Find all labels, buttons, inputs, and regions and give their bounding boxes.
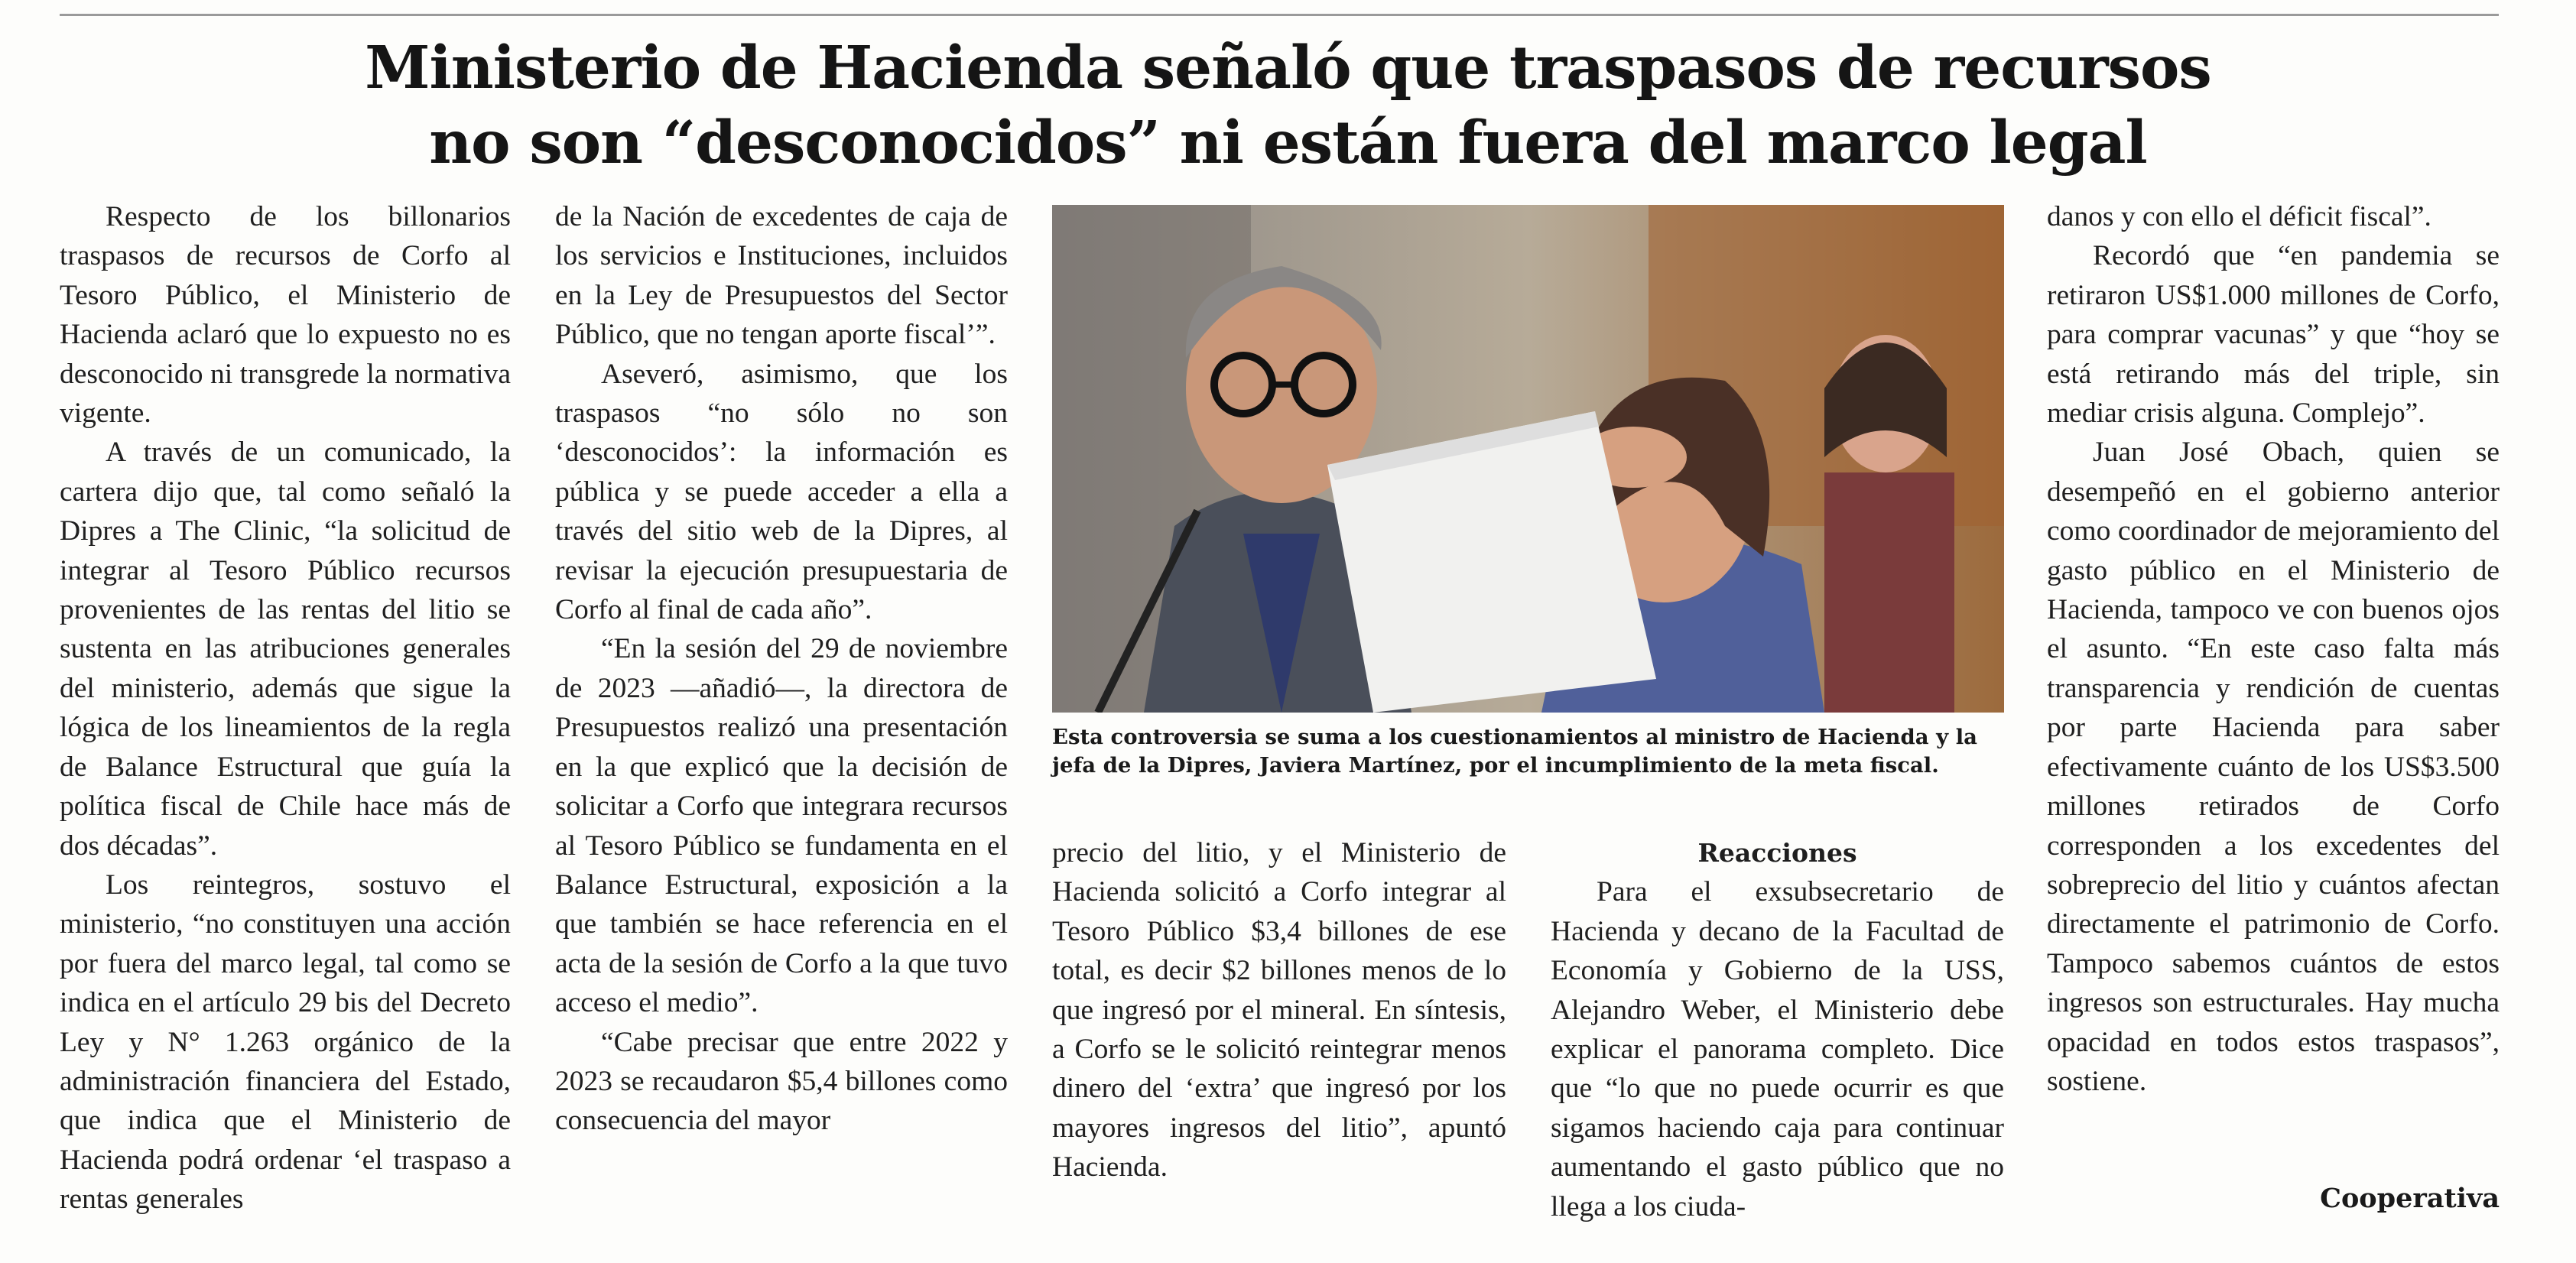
photo-illustration <box>1052 205 2004 713</box>
paragraph: Los reintegros, sostuvo el ministerio, “no constituyen una acción por fuera del marco legal, tal como se indica en el artículo 29 bis del Decreto Ley y N° 1.263 orgánico de la administración financiera del Estado, que indica que el Ministerio de Hacienda podrá ordenar ‘el traspaso a rentas generales <box>60 869 511 1216</box>
headline-line-1: Ministerio de Hacienda señaló que traspasos de recursos <box>365 34 2211 102</box>
column-5 <box>2047 197 2500 1101</box>
paragraph: Juan José Obach, quien se desempeñó en el gobierno anterior como coordinador de mejoramiento del gasto público en el Ministerio de Hacienda, tampoco ve con buenos ojos el asunto. “En este caso falta más transparencia y rendición de cuentas por parte Hacienda para saber efectivamente cuánto de los US$3.500 millones retirados de Corfo corresponden a los excedentes del sobreprecio del litio y cuántos afectan directamente el patrimonio de Corfo. Tampoco sabemos cuántos de estos ingresos son estructurales. Hay mucha opacidad en todos estos traspasos”, sostiene. <box>2047 437 2500 1097</box>
headline <box>0 31 2576 180</box>
section-subhead: Reacciones <box>1697 838 1857 868</box>
photo-caption: Esta controversia se suma a los cuestionamientos al ministro de Hacienda y la jefa de la Dipres, Javiera Martínez, por el incumplimiento de la meta fiscal. <box>1052 725 1977 778</box>
top-rule <box>60 14 2499 16</box>
paragraph: precio del litio, y el Ministerio de Hacienda solicitó a Corfo integrar al Tesoro Público $3,4 billones de ese total, es decir $2 billones menos de lo que ingresó por el mineral. En síntesis, a Corfo se le solicitó reintegrar menos dinero del ‘extra’ que ingresó por los mayores ingresos del litio”, apuntó Hacienda. <box>1052 837 1506 1183</box>
paragraph: Recordó que “en pandemia se retiraron US$1.000 millones de Corfo, para comprar vacunas” y que “hoy se está retirando más del triple, sin mediar crisis alguna. Complejo”. <box>2047 240 2500 430</box>
headline-line-2: no son “desconocidos” ni están fuera del marco legal <box>429 109 2147 177</box>
news-photo <box>1052 205 2004 713</box>
paragraph: Para el exsubsecretario de Hacienda y decano de la Facultad de Economía y Gobierno de la USS, Alejandro Weber, el Ministerio debe explicar el panorama completo. Dice que “lo que no puede ocurrir es que sigamos haciendo caja para continuar aumentando el gasto público que no llega a los ciuda- <box>1551 876 2004 1222</box>
paragraph: Respecto de los billonarios traspasos de recursos de Corfo al Tesoro Público, el Ministerio de Hacienda aclaró que lo expuesto no es desconocido ni transgrede la normativa vigente. <box>60 201 511 430</box>
paragraph: “En la sesión del 29 de noviembre de 2023 —añadió—, la directora de Presupuestos realizó una presentación en la que explicó que la decisión de solicitar a Corfo que integrara recursos al Tesoro Público se fundamenta en el Balance Estructural, exposición a la que también se hace referencia en el acta de la sesión de Corfo a la que tuvo acceso el medio”. <box>555 633 1008 1019</box>
column-1 <box>60 197 511 1219</box>
paragraph: A través de un comunicado, la cartera dijo que, tal como señaló la Dipres a The Clinic, “la solicitud de integrar al Tesoro Público recursos provenientes de las rentas del litio se sustenta en las atribuciones generales del ministerio, además que sigue la lógica de los lineamientos de la regla de Balance Estructural que guía la política fiscal de Chile hace más de dos décadas”. <box>60 437 511 862</box>
paragraph: Aseveró, asimismo, que los traspasos “no sólo no son ‘desconocidos’: la información es pública y se puede acceder a ella a través del sitio web de la Dipres, al revisar la ejecución presupuestaria de Corfo al final de cada año”. <box>555 358 1008 626</box>
source-signature: Cooperativa <box>2320 1183 2500 1214</box>
column-3 <box>1052 833 1506 1187</box>
paragraph: “Cabe precisar que entre 2022 y 2023 se recaudaron $5,4 billones como consecuencia del mayor <box>555 1026 1008 1137</box>
paragraph: de la Nación de excedentes de caja de los servicios e Instituciones, incluidos en la Ley de Presupuestos del Sector Público, que no tengan aporte fiscal’”. <box>555 201 1008 351</box>
column-2 <box>555 197 1008 1141</box>
column-4 <box>1551 833 2004 1226</box>
paragraph: danos y con ello el déficit fiscal”. <box>2047 201 2431 232</box>
